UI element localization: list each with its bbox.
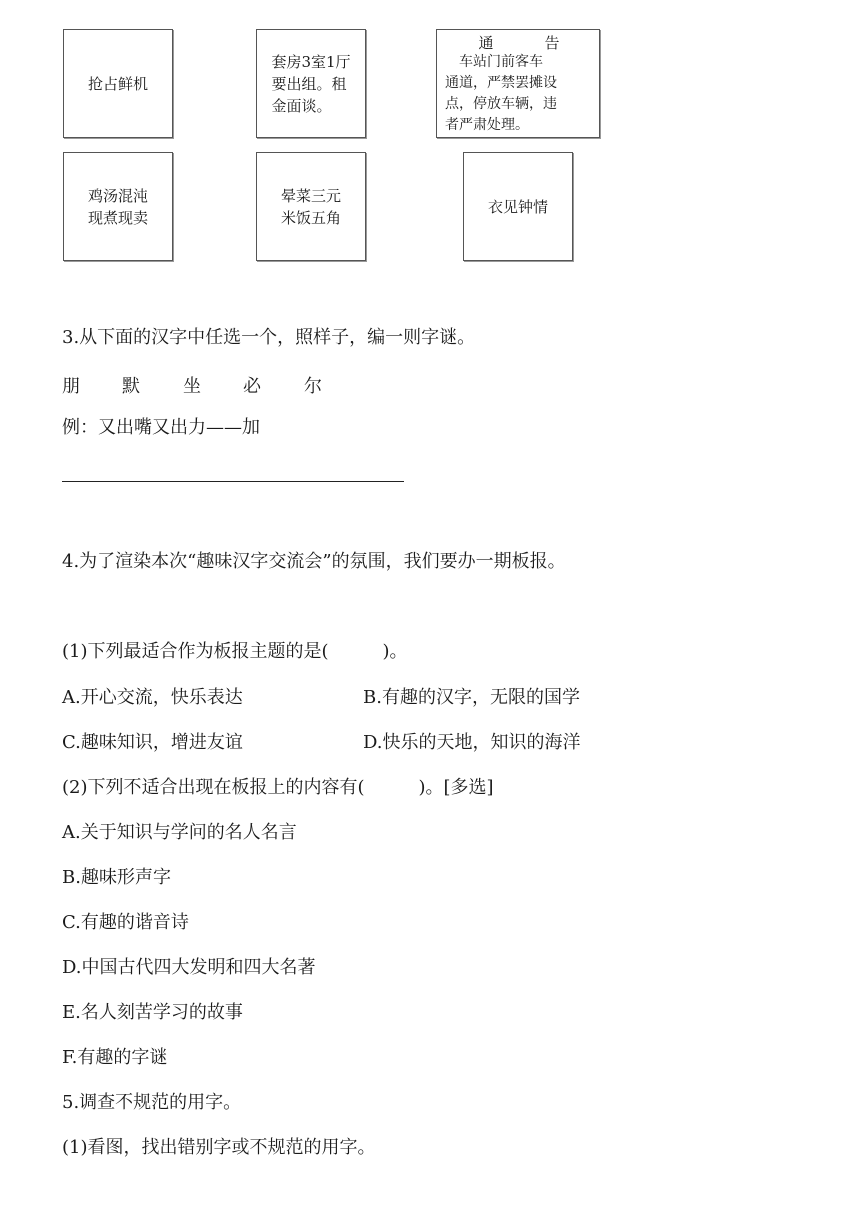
sign-text: 衣见钟情	[487, 197, 548, 216]
sign-box-2	[256, 29, 366, 138]
q4-sub1-option-b[interactable]: B.有趣的汉字，无限的国学	[363, 687, 580, 708]
q4-sub2-option-b[interactable]: B.趣味形声字	[62, 867, 171, 888]
q4-sub2-prompt: (2)下列不适合出现在板报上的内容有( )。[多选]	[62, 777, 494, 798]
sign-text: 晕菜三元 米饭五角	[280, 186, 341, 227]
q5-sub1-prompt: (1)看图，找出错别字或不规范的用字。	[62, 1137, 376, 1158]
q3-char: 必	[243, 376, 261, 397]
q4-sub1-option-c[interactable]: C.趣味知识，增进友谊	[62, 732, 243, 753]
sign-box-5	[256, 152, 366, 261]
notice-sign-box	[436, 29, 600, 138]
sign-text: 抢占鲜机	[87, 74, 148, 93]
q3-char: 朋	[62, 376, 80, 397]
q4-sub2-option-a[interactable]: A.关于知识与学问的名人名言	[62, 822, 297, 843]
q4-sub1-option-a[interactable]: A.开心交流，快乐表达	[62, 687, 243, 708]
notice-title: 通 告	[478, 34, 578, 52]
q5-prompt: 5.调查不规范的用字。	[62, 1092, 242, 1113]
sign-box-6	[463, 152, 573, 261]
q3-prompt: 3.从下面的汉字中任选一个，照样子，编一则字谜。	[62, 327, 476, 348]
q3-char: 尔	[304, 376, 322, 397]
q3-char: 默	[122, 376, 140, 397]
sign-text: 套房3室1厅 要出组。租 金面谈。	[271, 52, 351, 115]
q4-sub2-option-f[interactable]: F.有趣的字谜	[62, 1047, 168, 1068]
q4-sub2-option-c[interactable]: C.有趣的谐音诗	[62, 912, 189, 933]
sign-text: 鸡汤混沌 现煮现卖	[87, 186, 148, 227]
q4-sub1-option-d[interactable]: D.快乐的天地，知识的海洋	[363, 732, 581, 753]
answer-blank-line[interactable]	[62, 481, 404, 482]
q4-sub2-option-d[interactable]: D.中国古代四大发明和四大名著	[62, 957, 316, 978]
sign-box-1	[63, 29, 173, 138]
sign-box-4	[63, 152, 173, 261]
notice-body: 车站门前客车 通道，严禁罢摊设 点，停放车辆，违 者严肃处理。	[445, 54, 557, 133]
q3-example: 例：又出嘴又出力——加	[62, 417, 260, 438]
q4-sub2-option-e[interactable]: E.名人刻苦学习的故事	[62, 1002, 243, 1023]
q4-prompt: 4.为了渲染本次“趣味汉字交流会”的氛围，我们要办一期板报。	[62, 551, 566, 572]
q4-sub1-prompt: (1)下列最适合作为板报主题的是( )。	[62, 641, 408, 662]
q3-char: 坐	[183, 376, 201, 397]
